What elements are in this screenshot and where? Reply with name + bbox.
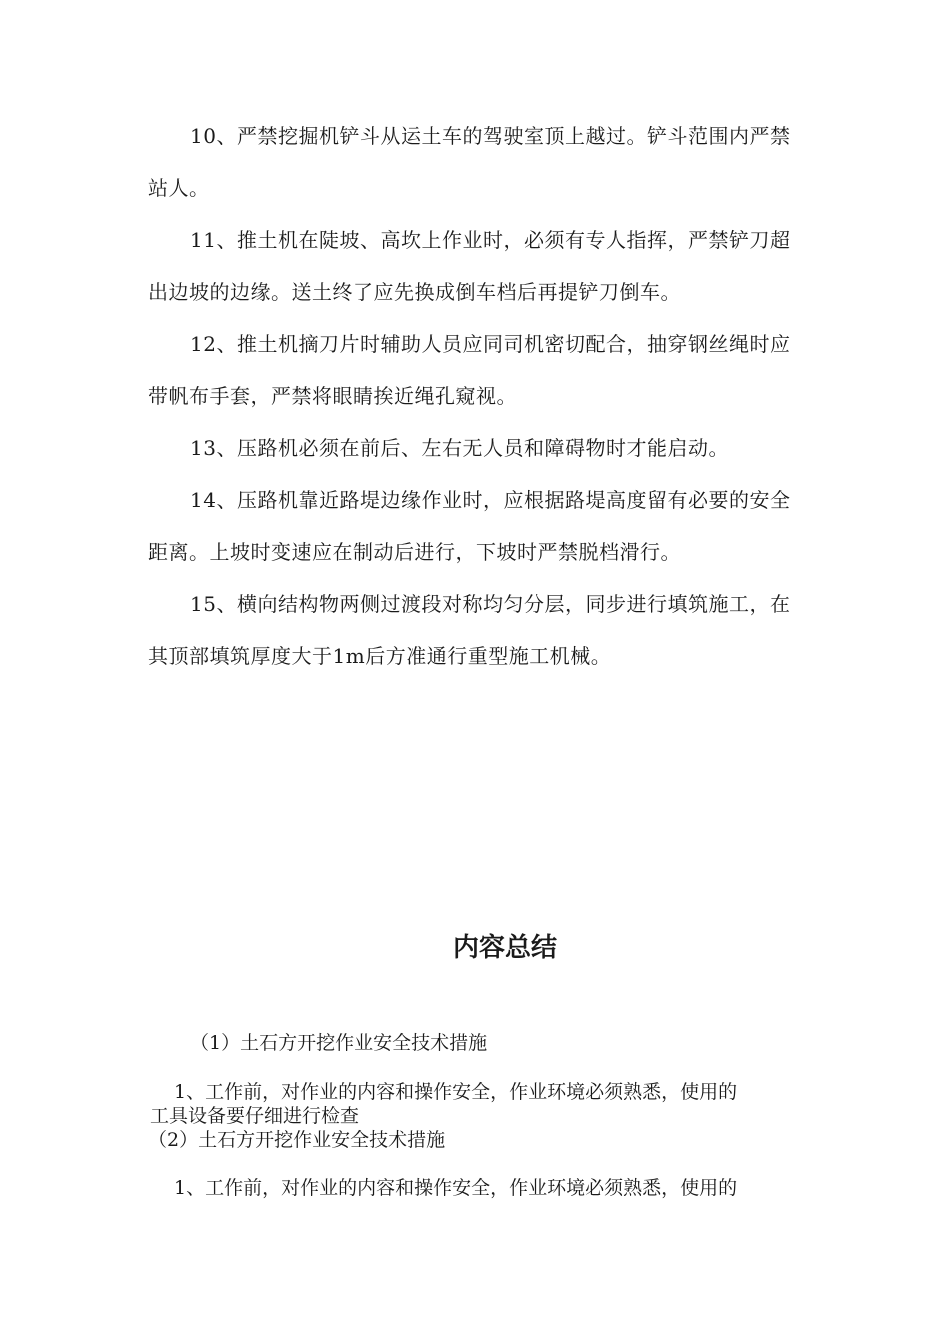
summary-section2-heading: （2）土石方开挖作业安全技术措施 [148,1129,446,1151]
summary-section1-heading: （1）土石方开挖作业安全技术措施 [190,1032,488,1054]
paragraph-item-12: 12、推土机摘刀片时辅助人员应同司机密切配合，抽穿钢丝绳时应带帆布手套，严禁将眼睛挨近绳孔窥视。 [148,332,791,408]
paragraph-item-14: 14、压路机靠近路堤边缘作业时，应根据路堤高度留有必要的安全距离。上坡时变速应在制动后进行，下坡时严禁脱档滑行。 [148,488,791,564]
paragraph-item-15: 15、横向结构物两侧过渡段对称均匀分层，同步进行填筑施工，在其顶部填筑厚度大于1m后方准通行重型施工机械。 [148,592,791,668]
summary-section1-line1: 1、工作前，对作业的内容和操作安全，作业环境必须熟悉，使用的 [174,1081,738,1103]
summary-section1-line2: 工具设备要仔细进行检查 [150,1105,360,1127]
paragraph-item-11: 11、推土机在陡坡、高坎上作业时，必须有专人指挥，严禁铲刀超出边坡的边缘。送土终了应先换成倒车档后再提铲刀倒车。 [148,228,791,304]
summary-title: 内容总结 [452,933,557,963]
paragraph-item-10: 10、严禁挖掘机铲斗从运土车的驾驶室顶上越过。铲斗范围内严禁站人。 [148,124,791,200]
paragraph-item-13: 13、压路机必须在前后、左右无人员和障碍物时才能启动。 [190,436,729,460]
summary-section2-line1: 1、工作前，对作业的内容和操作安全，作业环境必须熟悉，使用的 [174,1177,738,1199]
